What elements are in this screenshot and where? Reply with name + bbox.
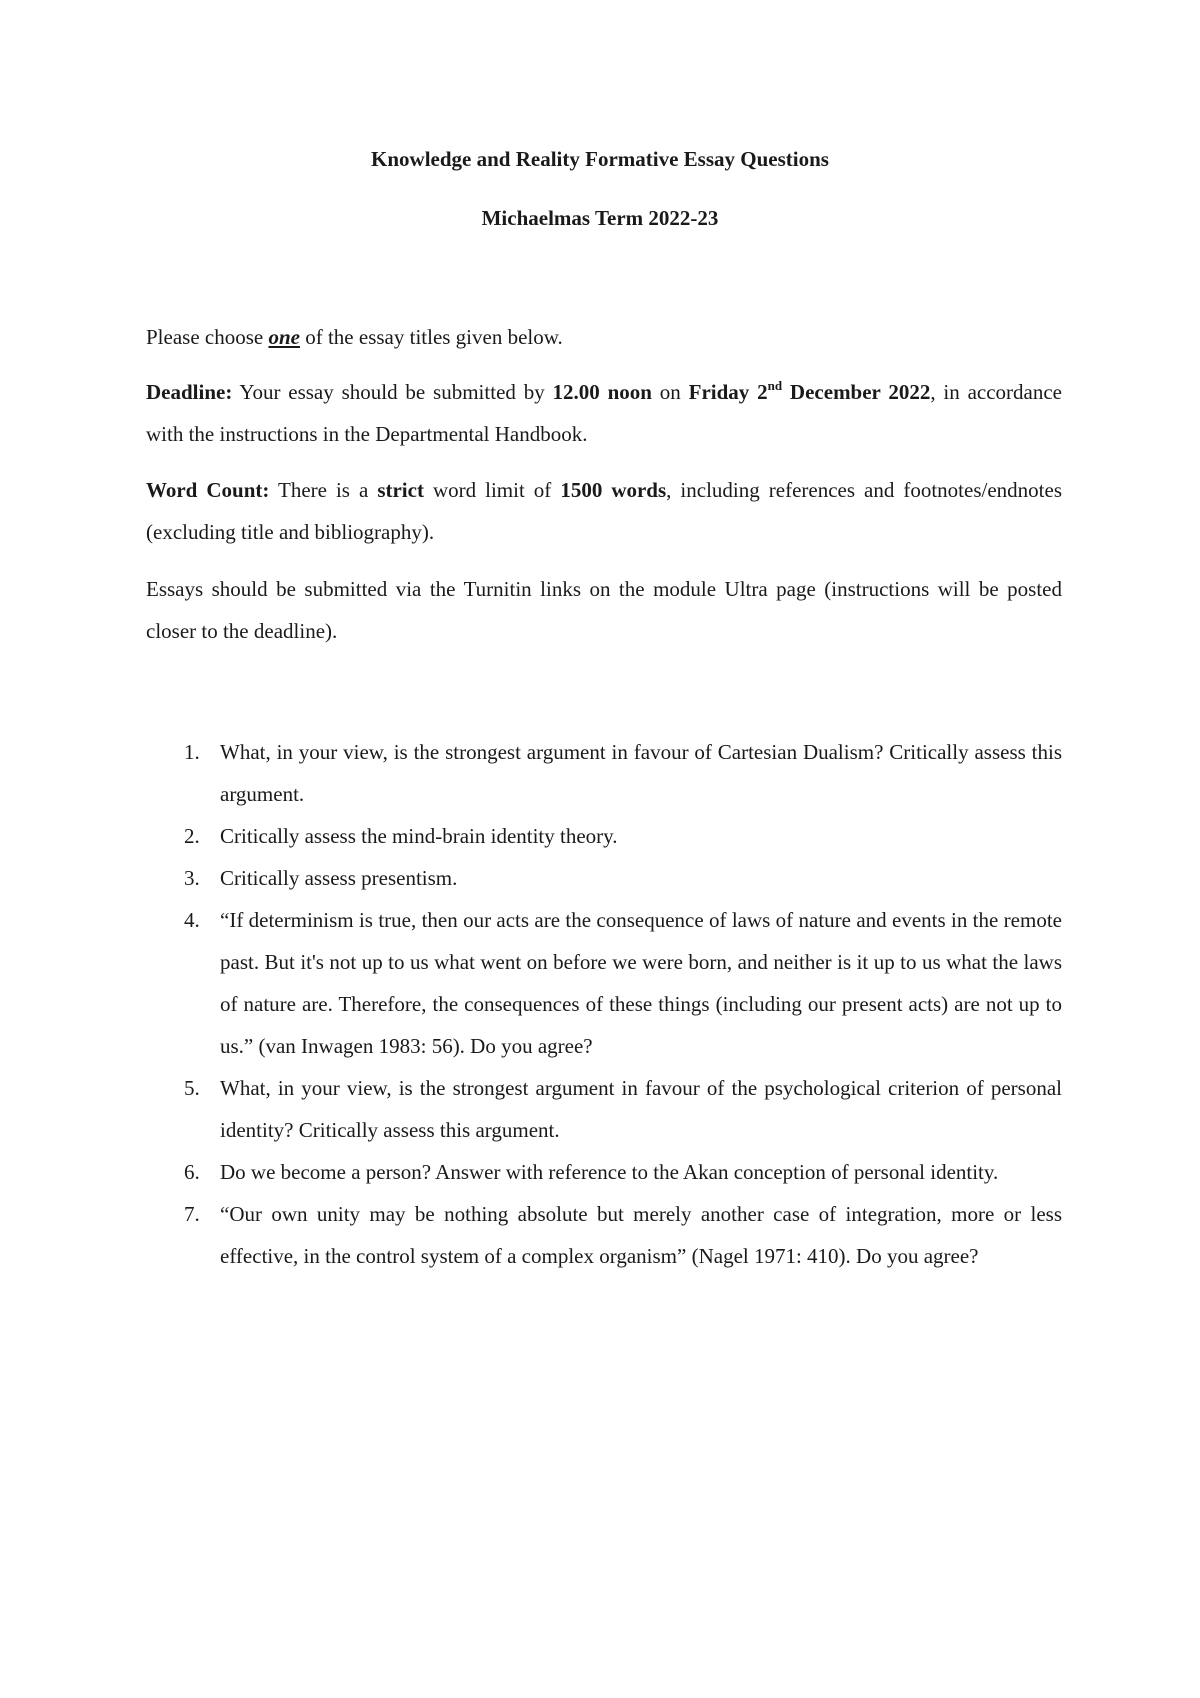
deadline-paragraph: [146, 371, 1062, 455]
deadline-text-2: on: [651, 380, 689, 404]
intro-text-before: Please choose: [146, 325, 269, 349]
word-count-label: Word Count:: [146, 478, 270, 502]
essay-question: [146, 899, 1062, 1067]
question-number: 3.: [184, 866, 200, 890]
question-number: 7.: [184, 1202, 200, 1226]
document-title: Knowledge and Reality Formative Essay Questions: [371, 147, 829, 171]
word-count-paragraph: [146, 469, 1062, 553]
question-text: Critically assess presentism.: [220, 866, 458, 890]
intro-emphasis: one: [268, 325, 300, 349]
deadline-date-day: Friday 2: [688, 380, 768, 404]
essay-question: [146, 731, 1062, 815]
question-number: 6.: [184, 1160, 200, 1184]
deadline-text-3: , in accordance with the instructions in the Departmental Handbook.: [146, 380, 1062, 446]
question-text: Do we become a person? Answer with reference to the Akan conception of personal identity.: [220, 1160, 999, 1184]
deadline-date-rest: December 2022: [782, 380, 931, 404]
deadline-date: [689, 380, 931, 404]
deadline-label: Deadline:: [146, 380, 233, 404]
question-number: 5.: [184, 1076, 200, 1100]
question-number: 1.: [184, 740, 200, 764]
question-text: What, in your view, is the strongest argument in favour of the psychological criterion of personal identity? Critically assess this argument.: [220, 1076, 1062, 1142]
essay-question: [146, 1193, 1062, 1277]
word-count-text-1: There is a: [269, 478, 378, 502]
deadline-text-1: Your essay should be submitted by: [232, 380, 553, 404]
essay-question-list: [146, 731, 1062, 1277]
deadline-date-ordinal: nd: [767, 378, 783, 393]
question-number: 4.: [184, 908, 200, 932]
intro-text-after: of the essay titles given below.: [299, 325, 563, 349]
question-text: Critically assess the mind-brain identity theory.: [220, 824, 618, 848]
essay-question: [146, 815, 1062, 857]
essay-question: [146, 857, 1062, 899]
word-count-limit: 1500 words: [560, 478, 667, 502]
deadline-time: 12.00 noon: [552, 380, 652, 404]
word-count-text-2: word limit of: [423, 478, 561, 502]
intro-paragraph: [146, 316, 1062, 358]
question-text: What, in your view, is the strongest argument in favour of Cartesian Dualism? Critically assess this argument.: [220, 740, 1062, 806]
essay-question: [146, 1067, 1062, 1151]
submission-paragraph: Essays should be submitted via the Turnitin links on the module Ultra page (instructions will be posted closer to the deadline).: [146, 577, 1062, 643]
essay-question: [146, 1151, 1062, 1193]
word-count-text-3: , including references and footnotes/endnotes (excluding title and bibliography).: [146, 478, 1062, 544]
question-text: “If determinism is true, then our acts are the consequence of laws of nature and events in the remote past. But it's not up to us what went on before we were born, and neither is it up to us what the laws of nature are. Therefore, the consequences of these things (including our present acts) are not up to us.” (van Inwagen 1983: 56). Do you agree?: [220, 908, 1062, 1058]
question-text: “Our own unity may be nothing absolute but merely another case of integration, more or less effective, in the control system of a complex organism” (Nagel 1971: 410). Do you agree?: [220, 1202, 1062, 1268]
word-count-strict: strict: [377, 478, 424, 502]
question-number: 2.: [184, 824, 200, 848]
document-subtitle: Michaelmas Term 2022-23: [481, 206, 719, 230]
